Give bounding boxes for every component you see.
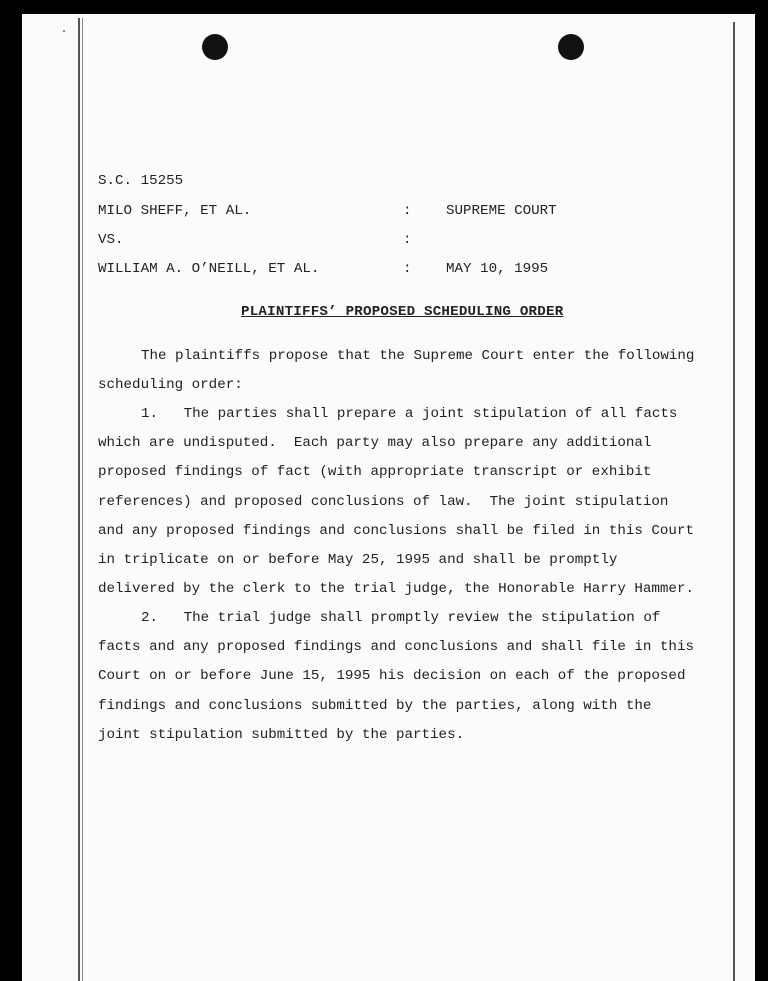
caption-versus: VS. bbox=[98, 232, 124, 248]
body-line: 1. The parties shall prepare a joint stipulation of all facts bbox=[141, 406, 678, 422]
caption-party-defendant: WILLIAM A. O’NEILL, ET AL. bbox=[98, 261, 320, 277]
right-edge-line bbox=[733, 22, 735, 981]
caption-date: MAY 10, 1995 bbox=[446, 261, 549, 277]
scan-speck bbox=[63, 30, 65, 32]
body-line: proposed findings of fact (with appropriate transcript or exhibit bbox=[98, 464, 652, 480]
body-line: scheduling order: bbox=[98, 377, 243, 393]
body-line: joint stipulation submitted by the parties. bbox=[98, 727, 465, 743]
caption-separator: : bbox=[403, 203, 412, 219]
body-line: findings and conclusions submitted by the parties, along with the bbox=[98, 698, 652, 714]
punch-hole-right bbox=[558, 34, 584, 60]
document-title: PLAINTIFFS’ PROPOSED SCHEDULING ORDER bbox=[241, 304, 564, 320]
caption-separator: : bbox=[403, 232, 412, 248]
body-line: which are undisputed. Each party may also prepare any additional bbox=[98, 435, 652, 451]
body-line: The plaintiffs propose that the Supreme Court enter the following bbox=[141, 348, 695, 364]
body-line: delivered by the clerk to the trial judge, the Honorable Harry Hammer. bbox=[98, 581, 694, 597]
caption-party-plaintiff: MILO SHEFF, ET AL. bbox=[98, 203, 252, 219]
body-line: in triplicate on or before May 25, 1995 and shall be promptly bbox=[98, 552, 618, 568]
caption-court: SUPREME COURT bbox=[446, 203, 557, 219]
body-line: references) and proposed conclusions of law. The joint stipulation bbox=[98, 494, 669, 510]
punch-hole-left bbox=[202, 34, 228, 60]
document-page bbox=[22, 14, 755, 981]
left-margin-line bbox=[78, 18, 80, 981]
body-line: Court on or before June 15, 1995 his decision on each of the proposed bbox=[98, 668, 686, 684]
docket-number: S.C. 15255 bbox=[98, 173, 184, 189]
body-line: and any proposed findings and conclusions shall be filed in this Court bbox=[98, 523, 694, 539]
body-line: 2. The trial judge shall promptly review the stipulation of bbox=[141, 610, 661, 626]
caption-separator: : bbox=[403, 261, 412, 277]
left-margin-line-inner bbox=[82, 18, 83, 981]
body-line: facts and any proposed findings and conclusions and shall file in this bbox=[98, 639, 694, 655]
